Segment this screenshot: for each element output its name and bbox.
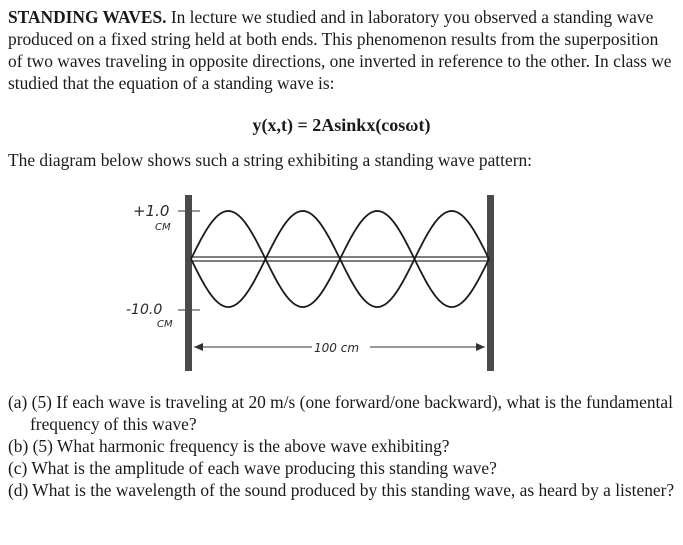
question-a: (a) (5) If each wave is traveling at 20 m/s (one forward/one backward), what is the fundamental frequency of this wave? xyxy=(8,392,673,434)
bottom-amplitude-unit: CM xyxy=(157,319,173,330)
section-heading: STANDING WAVES. xyxy=(8,7,167,27)
left-fixed-post xyxy=(185,195,192,371)
standing-wave-equation: y(x,t) = 2Asinkx(cosωt) xyxy=(252,115,431,135)
question-c: (c) What is the amplitude of each wave producing this standing wave? xyxy=(8,458,497,478)
question-b: (b) (5) What harmonic frequency is the above wave exhibiting? xyxy=(8,436,450,456)
question-d: (d) What is the wavelength of the sound produced by this standing wave, as heard by a listener? xyxy=(8,480,675,500)
length-arrowhead-right xyxy=(476,343,485,351)
top-amplitude-label: +1.0 xyxy=(133,202,170,220)
diagram-caption: The diagram below shows such a string exhibiting a standing wave pattern: xyxy=(8,150,533,170)
question-list xyxy=(8,391,676,501)
bottom-amplitude-label: -10.0 xyxy=(126,302,163,318)
length-label: 100 cm xyxy=(314,341,360,355)
standing-wave-lower-curve xyxy=(191,211,489,307)
right-fixed-post xyxy=(487,195,494,371)
top-amplitude-unit: CM xyxy=(155,222,171,233)
intro-text: In lecture we studied and in laboratory you observed a standing wave produced on a fixed string held at both ends. This phenomenon results from the superposition of two waves traveling in opposite directions, one inverted in reference to the other. In class we studied that the equation of a standing wave is: xyxy=(8,7,672,93)
length-arrowhead-left xyxy=(194,343,203,351)
